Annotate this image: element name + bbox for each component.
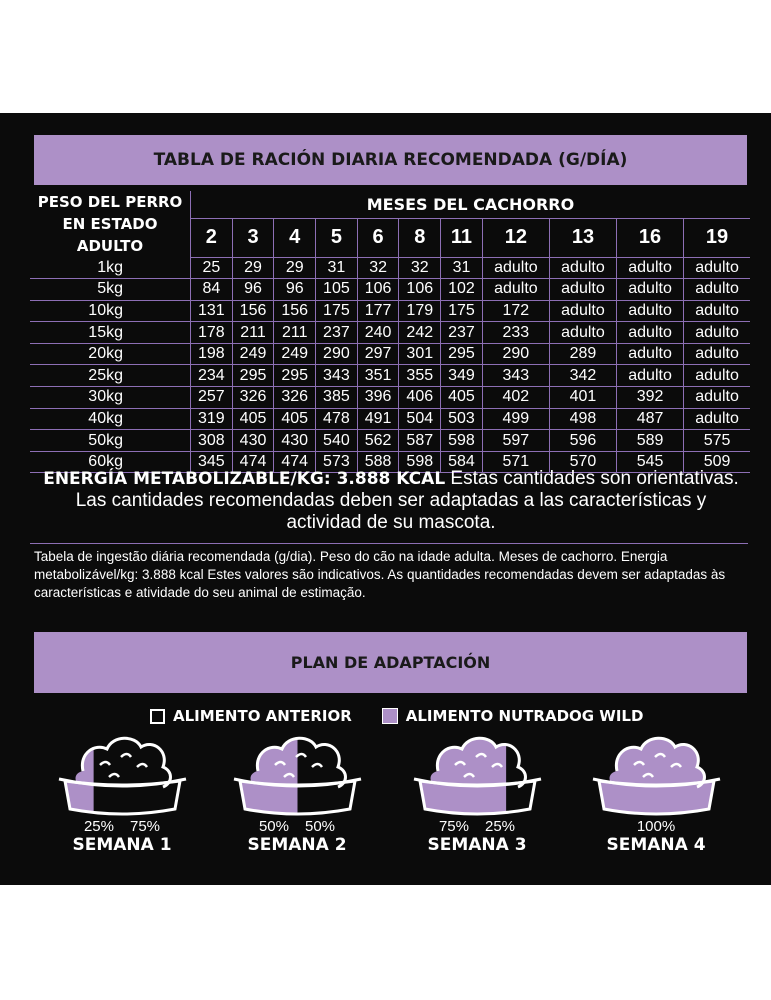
ration-cell: adulto <box>617 279 684 301</box>
ration-cell: 290 <box>316 343 358 365</box>
weight-cell: 50kg <box>30 430 191 452</box>
ration-cell: 31 <box>441 257 483 279</box>
ration-cell: 474 <box>274 451 316 473</box>
ration-cell: 499 <box>482 408 549 430</box>
ration-cell: adulto <box>482 257 549 279</box>
ration-cell: adulto <box>684 387 750 409</box>
weight-cell: 5kg <box>30 279 191 301</box>
ration-cell: 491 <box>357 408 399 430</box>
ration-cell: 545 <box>617 451 684 473</box>
table-row <box>30 408 750 430</box>
month-header-3: 3 <box>232 218 274 257</box>
new-food-percent: 75% <box>438 818 469 835</box>
ration-cell: 589 <box>617 430 684 452</box>
ration-cell: 233 <box>482 322 549 344</box>
legend-previous-label: ALIMENTO ANTERIOR <box>173 707 352 725</box>
ration-cell: adulto <box>617 300 684 322</box>
ration-cell: 96 <box>232 279 274 301</box>
ration-cell: 405 <box>232 408 274 430</box>
adaptation-title: PLAN DE ADAPTACIÓN <box>34 632 747 693</box>
ration-cell: 32 <box>399 257 441 279</box>
ration-cell: adulto <box>684 365 750 387</box>
ration-cell: 240 <box>357 322 399 344</box>
week-label: SEMANA 4 <box>606 835 706 855</box>
ration-cell: 343 <box>482 365 549 387</box>
table-row <box>30 322 750 344</box>
ration-cell: 319 <box>191 408 233 430</box>
ration-cell: 509 <box>684 451 750 473</box>
ration-cell: 406 <box>399 387 441 409</box>
ration-cell: 295 <box>274 365 316 387</box>
ration-cell: 598 <box>441 430 483 452</box>
week-percentages <box>576 818 736 835</box>
weight-header-line1: PESO DEL PERRO <box>37 193 183 211</box>
ration-cell: 405 <box>274 408 316 430</box>
ration-cell: 587 <box>399 430 441 452</box>
ration-cell: 177 <box>357 300 399 322</box>
ration-cell: 487 <box>617 408 684 430</box>
ration-cell: 478 <box>316 408 358 430</box>
table-row <box>30 430 750 452</box>
ration-cell: 105 <box>316 279 358 301</box>
ration-cell: 430 <box>274 430 316 452</box>
ration-cell: 575 <box>684 430 750 452</box>
ration-cell: 25 <box>191 257 233 279</box>
ration-cell: adulto <box>617 257 684 279</box>
ration-cell: 237 <box>441 322 483 344</box>
ration-cell: 498 <box>549 408 616 430</box>
ration-cell: 430 <box>232 430 274 452</box>
food-bowl-icon <box>230 731 365 819</box>
new-food-percent: 50% <box>258 818 289 835</box>
ration-cell: 573 <box>316 451 358 473</box>
ration-cell: 385 <box>316 387 358 409</box>
ration-cell: 31 <box>316 257 358 279</box>
ration-cell: 156 <box>232 300 274 322</box>
ration-cell: adulto <box>617 343 684 365</box>
ration-cell: 301 <box>399 343 441 365</box>
ration-cell: 175 <box>441 300 483 322</box>
table-row <box>30 257 750 279</box>
table-row <box>30 300 750 322</box>
ration-table-title: TABLA DE RACIÓN DIARIA RECOMENDADA (G/DÍA) <box>34 135 747 185</box>
ration-cell: 249 <box>232 343 274 365</box>
ration-cell: 596 <box>549 430 616 452</box>
ration-cell: 405 <box>441 387 483 409</box>
ration-cell: 562 <box>357 430 399 452</box>
table-row <box>30 279 750 301</box>
ration-cell: adulto <box>549 322 616 344</box>
ration-cell: adulto <box>684 408 750 430</box>
energy-text: Estas cantidades son orientativas. Las cantidades recomendadas deben ser adaptadas a las características y actividad de su mascota. <box>75 468 739 533</box>
adaptation-legend <box>150 704 643 728</box>
ration-cell: 396 <box>357 387 399 409</box>
month-header-12: 12 <box>482 218 549 257</box>
ration-cell: 351 <box>357 365 399 387</box>
ration-cell: adulto <box>617 365 684 387</box>
month-header-8: 8 <box>399 218 441 257</box>
ration-cell: 178 <box>191 322 233 344</box>
ration-cell: 343 <box>316 365 358 387</box>
weight-cell: 30kg <box>30 387 191 409</box>
ration-cell: 345 <box>191 451 233 473</box>
weight-header-line2: EN ESTADO ADULTO <box>62 215 158 255</box>
ration-cell: 32 <box>357 257 399 279</box>
ration-cell: 540 <box>316 430 358 452</box>
ration-cell: 598 <box>399 451 441 473</box>
ration-cell: 175 <box>316 300 358 322</box>
week-label: SEMANA 2 <box>247 835 347 855</box>
ration-cell: 289 <box>549 343 616 365</box>
ration-cell: 392 <box>617 387 684 409</box>
ration-cell: 504 <box>399 408 441 430</box>
table-row <box>30 387 750 409</box>
ration-cell: 131 <box>191 300 233 322</box>
weight-cell: 40kg <box>30 408 191 430</box>
month-header-2: 2 <box>191 218 233 257</box>
ration-cell: 597 <box>482 430 549 452</box>
previous-food-percent: 50% <box>305 818 336 835</box>
ration-cell: adulto <box>684 322 750 344</box>
months-header: MESES DEL CACHORRO <box>191 191 751 218</box>
ration-cell: adulto <box>684 257 750 279</box>
previous-food-percent: 25% <box>485 818 516 835</box>
ration-cell: adulto <box>549 257 616 279</box>
ration-cell: 355 <box>399 365 441 387</box>
month-header-5: 5 <box>316 218 358 257</box>
ration-cell: adulto <box>482 279 549 301</box>
ration-cell: 84 <box>191 279 233 301</box>
month-header-16: 16 <box>617 218 684 257</box>
week-label: SEMANA 1 <box>72 835 172 855</box>
ration-cell: adulto <box>684 300 750 322</box>
weight-cell: 15kg <box>30 322 191 344</box>
ration-cell: 234 <box>191 365 233 387</box>
ration-cell: 295 <box>232 365 274 387</box>
ration-cell: 29 <box>232 257 274 279</box>
ration-cell: 588 <box>357 451 399 473</box>
food-bowl-icon <box>589 731 724 819</box>
ration-cell: 342 <box>549 365 616 387</box>
ration-cell: 290 <box>482 343 549 365</box>
weight-column-header <box>30 191 191 257</box>
ration-cell: 172 <box>482 300 549 322</box>
ration-table <box>30 191 750 473</box>
ration-cell: 297 <box>357 343 399 365</box>
previous-food-swatch <box>150 709 165 724</box>
ration-cell: 584 <box>441 451 483 473</box>
ration-cell: 102 <box>441 279 483 301</box>
ration-cell: 242 <box>399 322 441 344</box>
ration-cell: 96 <box>274 279 316 301</box>
ration-cell: 401 <box>549 387 616 409</box>
new-food-percent: 100% <box>636 818 676 835</box>
ration-cell: 326 <box>274 387 316 409</box>
weight-cell: 25kg <box>30 365 191 387</box>
ration-cell: 570 <box>549 451 616 473</box>
ration-cell: 237 <box>316 322 358 344</box>
portuguese-note: Tabela de ingestão diária recomendada (g/dia). Peso do cão na idade adulta. Meses de cachorro. Energia metabolizável/kg: 3.888 kcal Estes valores são indicativos. As quantidades recomendadas devem ser adaptadas às características e atividade do seu animal de estimação. <box>34 549 726 600</box>
new-food-swatch <box>382 708 398 724</box>
month-header-11: 11 <box>441 218 483 257</box>
energy-label: ENERGÍA METABOLIZABLE/KG: 3.888 KCAL <box>43 469 446 489</box>
week-percentages <box>397 818 557 835</box>
product-info-panel <box>0 113 771 885</box>
week-percentages <box>42 818 202 835</box>
ration-cell: 211 <box>232 322 274 344</box>
week-percentages <box>217 818 377 835</box>
previous-food-percent: 75% <box>130 818 161 835</box>
ration-cell: adulto <box>684 279 750 301</box>
food-bowl-icon <box>55 731 190 819</box>
ration-cell: 106 <box>399 279 441 301</box>
month-header-13: 13 <box>549 218 616 257</box>
ration-cell: 402 <box>482 387 549 409</box>
ration-cell: 571 <box>482 451 549 473</box>
ration-cell: adulto <box>549 279 616 301</box>
week-label: SEMANA 3 <box>427 835 527 855</box>
ration-cell: 503 <box>441 408 483 430</box>
ration-cell: 249 <box>274 343 316 365</box>
month-header-6: 6 <box>357 218 399 257</box>
new-food-percent: 25% <box>83 818 114 835</box>
ration-cell: adulto <box>684 343 750 365</box>
ration-cell: adulto <box>549 300 616 322</box>
ration-cell: 198 <box>191 343 233 365</box>
ration-cell: adulto <box>617 322 684 344</box>
ration-cell: 211 <box>274 322 316 344</box>
table-row <box>30 343 750 365</box>
ration-cell: 474 <box>232 451 274 473</box>
ration-cell: 295 <box>441 343 483 365</box>
ration-cell: 29 <box>274 257 316 279</box>
ration-cell: 257 <box>191 387 233 409</box>
divider <box>30 543 748 544</box>
energy-note <box>36 468 746 534</box>
legend-new-label: ALIMENTO NUTRADOG WILD <box>405 707 644 725</box>
table-row <box>30 365 750 387</box>
food-bowl-icon <box>410 731 545 819</box>
weight-cell: 10kg <box>30 300 191 322</box>
weight-cell: 20kg <box>30 343 191 365</box>
ration-cell: 106 <box>357 279 399 301</box>
weight-cell: 60kg <box>30 451 191 473</box>
weight-cell: 1kg <box>30 257 191 279</box>
month-header-19: 19 <box>684 218 750 257</box>
ration-cell: 326 <box>232 387 274 409</box>
ration-cell: 308 <box>191 430 233 452</box>
month-header-4: 4 <box>274 218 316 257</box>
ration-cell: 349 <box>441 365 483 387</box>
ration-cell: 179 <box>399 300 441 322</box>
ration-cell: 156 <box>274 300 316 322</box>
